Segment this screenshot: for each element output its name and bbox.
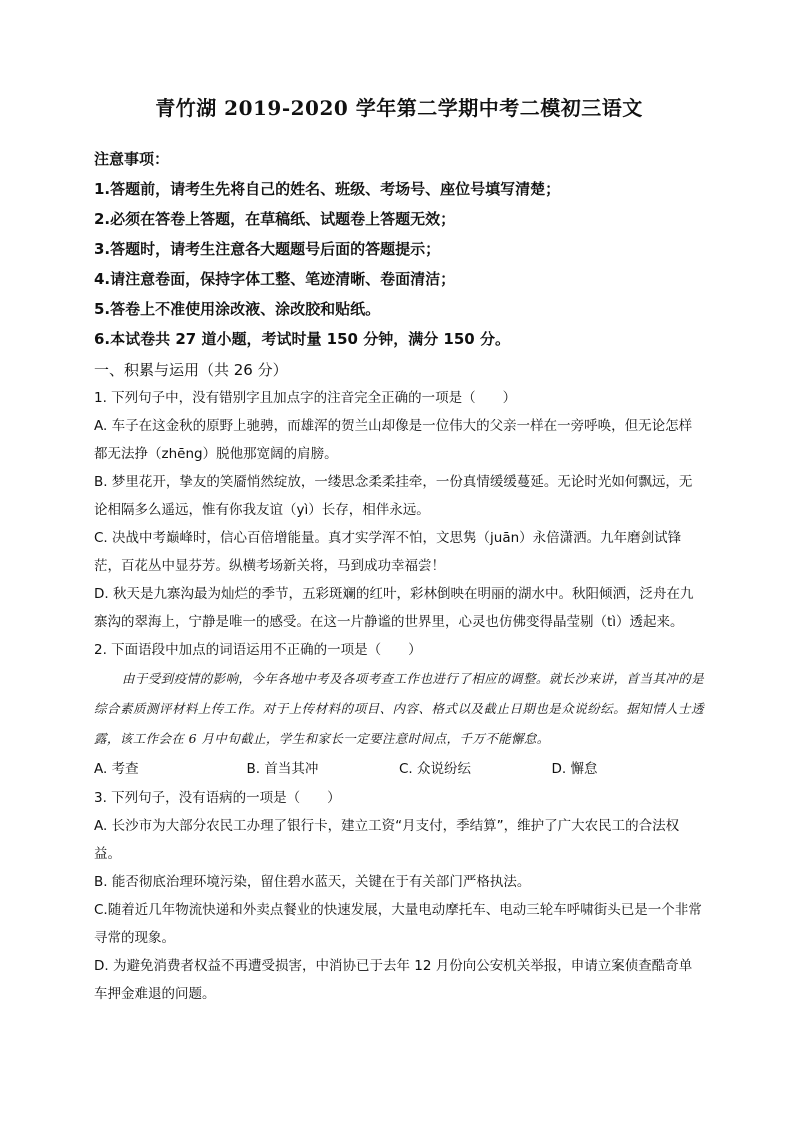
question-2-stem: 2. 下面语段中加点的词语运用不正确的一项是（ ）	[94, 642, 422, 658]
note-item-3: 3.答题时，请考生注意各大题题号后面的答题提示；	[94, 240, 441, 258]
question-3-stem: 3. 下列句子，没有语病的一项是（ ）	[94, 790, 341, 806]
notes-heading: 注意事项：	[94, 150, 170, 168]
question-2-choice-b: B. 首当其冲	[246, 761, 319, 777]
section-title: 一、积累与运用（共 26 分）	[94, 361, 288, 379]
question-1-option-c: C. 决战中考巅峰时，信心百倍增能量。真才实学浑不怕，文思隽（juān）永倍潇洒。九年磨剑试锋茫，百花丛中显芬芳。纵横考场新关将，马到成功幸福尝！	[94, 530, 682, 574]
question-3-option-b: B. 能否彻底治理环境污染，留住碧水蓝天，关键在于有关部门严格执法。	[94, 874, 531, 890]
question-3-option-a: A. 长沙市为大部分农民工办理了银行卡，建立工资“月支付，季结算”，维护了广大农民工的合法权益。	[94, 818, 680, 862]
question-2-choice-a: A. 考查	[94, 761, 139, 777]
question-2-choice-d: D. 懈怠	[551, 761, 598, 777]
question-3-option-d: D. 为避免消费者权益不再遭受损害，中消协已于去年 12 月份向公安机关举报，申请立案侦查酷奇单车押金难退的问题。	[94, 958, 693, 1002]
exam-title: 青竹湖 2019-2020 学年第二学期中考二模初三语文	[155, 96, 643, 120]
note-item-4: 4.请注意卷面，保持字体工整、笔迹清晰、卷面清洁；	[94, 270, 456, 288]
question-3-option-c: C.随着近几年物流快递和外卖点餐业的快速发展，大量电动摩托车、电动三轮车呼啸街头已是一个非常寻常的现象。	[94, 902, 702, 946]
note-item-6: 6.本试卷共 27 道小题，考试时量 150 分钟，满分 150 分。	[94, 330, 510, 348]
question-2-choices	[94, 754, 704, 784]
question-2-passage: 由于受到疫情的影响，今年各地中考及各项考查工作也进行了相应的调整。就长沙来讲，首当其冲的是综合素质测评材料上传工作。对于上传材料的项目、内容、格式以及截止日期也是众说纷纭。据知情人士透露，该工作会在 6 月中旬截止，学生和家长一定要注意时间点，千万不能懈怠。	[94, 671, 704, 746]
question-1-option-b: B. 梦里花开，挚友的笑靥悄然绽放，一缕思念柔柔挂牵，一份真情缓缓蔓延。无论时光如何飘远，无论相隔多么遥远，惟有你我友谊（yì）长存，相伴永远。	[94, 474, 693, 518]
question-1-stem: 1. 下列句子中，没有错别字且加点字的注音完全正确的一项是（ ）	[94, 390, 517, 406]
note-item-2: 2.必须在答卷上答题，在草稿纸、试题卷上答题无效；	[94, 210, 456, 228]
question-1-option-a: A. 车子在这金秋的原野上驰骋，而雄浑的贺兰山却像是一位伟大的父亲一样在一旁呼唤，但无论怎样都无法挣（zhēng）脱他那宽阔的肩膀。	[94, 418, 693, 462]
question-1-option-d: D. 秋天是九寨沟最为灿烂的季节，五彩斑斓的红叶，彩林倒映在明丽的湖水中。秋阳倾洒，泛舟在九寨沟的翠海上，宁静是唯一的感受。在这一片静谧的世界里，心灵也仿佛变得晶莹剔（tì）透起来。	[94, 586, 694, 630]
note-item-1: 1.答题前，请考生先将自己的姓名、班级、考场号、座位号填写清楚；	[94, 180, 561, 198]
question-2-choice-c: C. 众说纷纭	[399, 761, 472, 777]
note-item-5: 5.答卷上不准使用涂改液、涂改胶和贴纸。	[94, 300, 381, 318]
